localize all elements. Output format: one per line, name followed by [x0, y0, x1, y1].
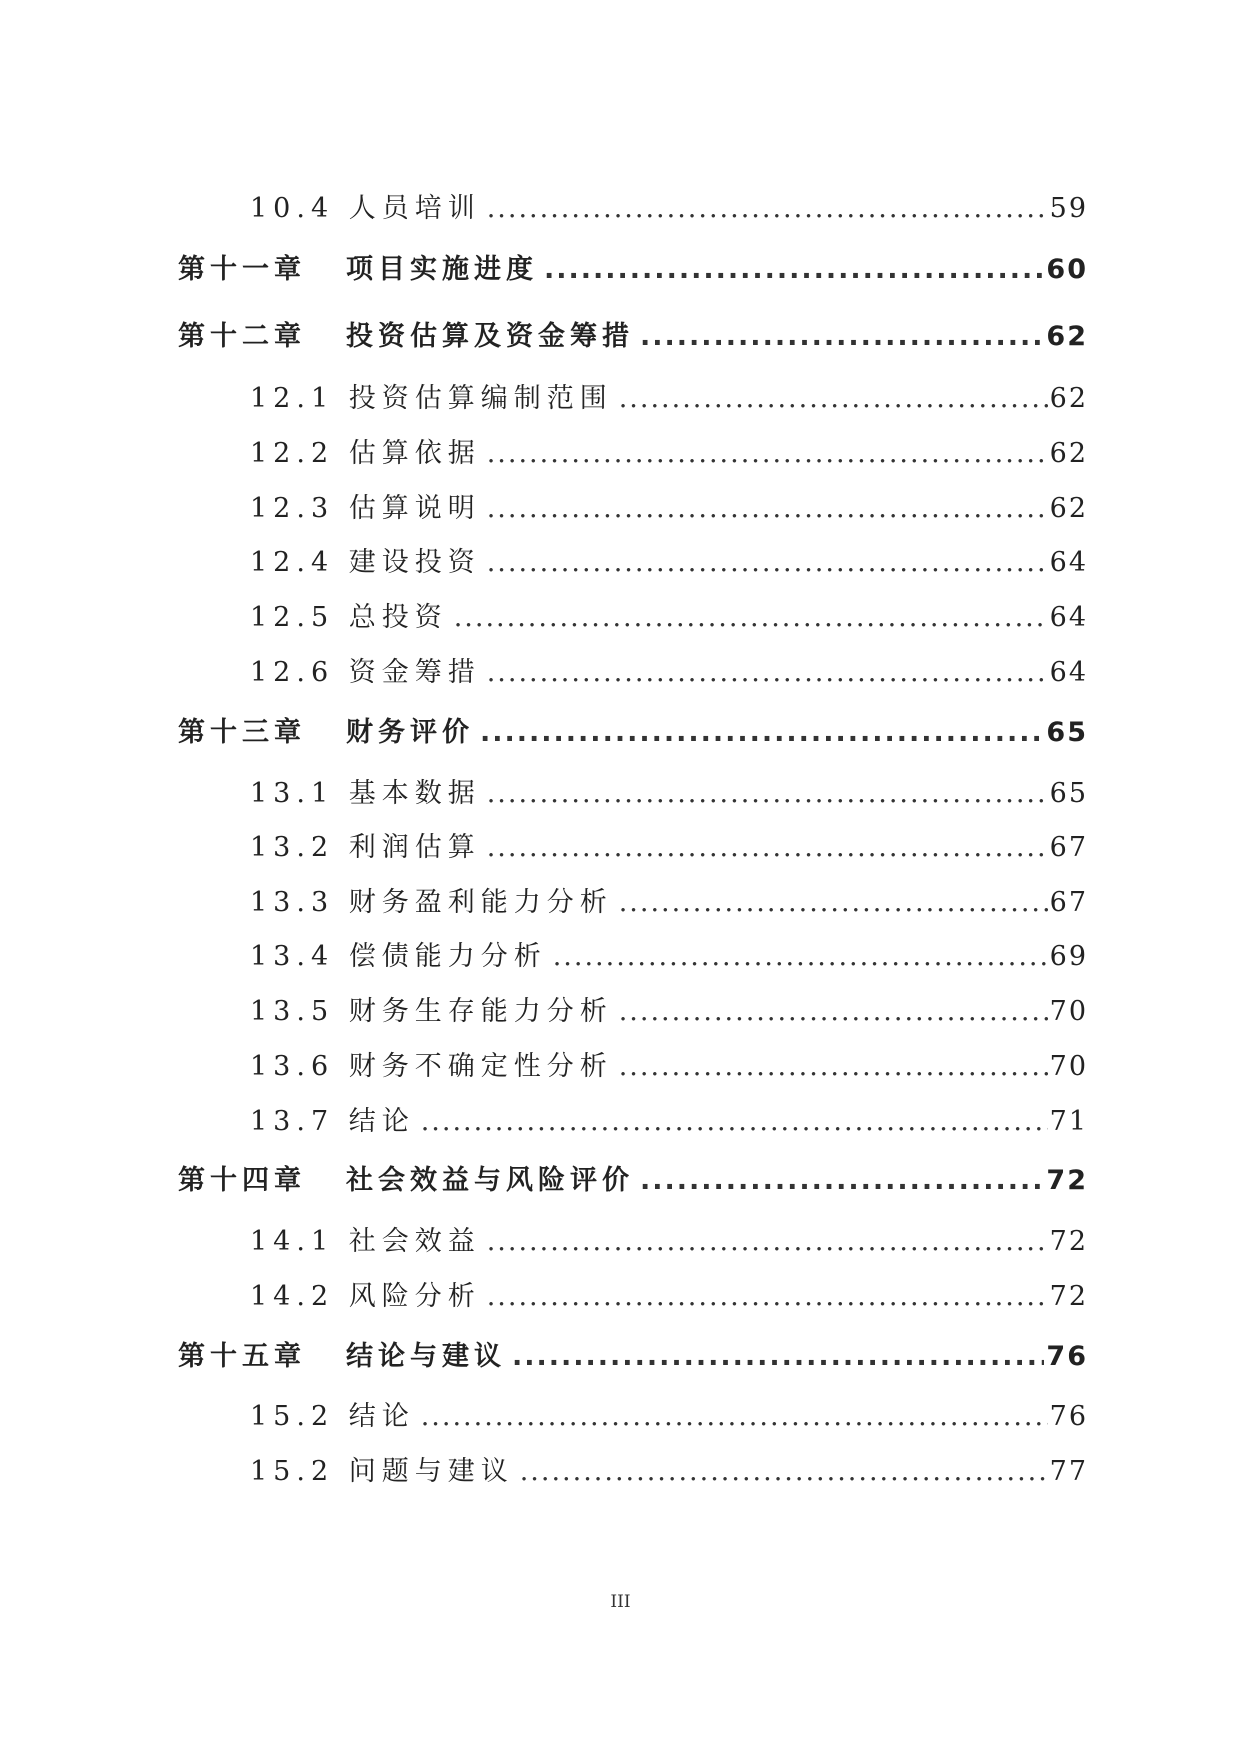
dot-leader	[454, 602, 1048, 633]
toc-entry[interactable]	[250, 1274, 1088, 1313]
toc-chapter-page: 65	[1046, 717, 1088, 748]
toc-entry-title: 估算依据	[348, 438, 481, 469]
toc-entry[interactable]	[250, 1219, 1088, 1258]
dot-leader	[553, 941, 1048, 972]
dot-leader	[619, 1051, 1048, 1082]
toc-entry-number: 13.6	[250, 1051, 335, 1082]
toc-entry-number: 12.6	[250, 657, 335, 688]
toc-entry-title: 财务生存能力分析	[348, 996, 613, 1027]
dot-leader	[421, 1401, 1048, 1432]
dot-leader	[480, 717, 1044, 748]
toc-entry-number: 12.2	[250, 438, 335, 469]
toc-entry-page: 64	[1049, 547, 1088, 578]
toc-chapter-number: 第十四章	[178, 1165, 306, 1196]
toc-entry[interactable]	[250, 771, 1088, 810]
toc-entry-page: 59	[1049, 193, 1088, 224]
toc-entry[interactable]	[250, 1449, 1088, 1488]
dot-leader	[487, 778, 1048, 809]
toc-entry-title: 投资估算编制范围	[348, 383, 613, 414]
dot-leader	[619, 383, 1048, 414]
toc-entry-page: 69	[1049, 941, 1088, 972]
toc-chapter-page: 76	[1046, 1341, 1088, 1372]
toc-entry-page: 72	[1049, 1281, 1088, 1312]
toc-entry-number: 13.5	[250, 996, 335, 1027]
dot-leader	[544, 254, 1044, 285]
dot-leader	[520, 1456, 1048, 1487]
toc-chapter-entry[interactable]	[178, 1158, 1088, 1197]
toc-entry-title: 人员培训	[348, 193, 481, 224]
page-number-footer: III	[610, 1592, 631, 1612]
toc-entry[interactable]	[250, 989, 1088, 1028]
toc-chapter-title: 投资估算及资金筹措	[346, 321, 634, 352]
toc-entry-page: 77	[1049, 1456, 1088, 1487]
toc-chapter-entry[interactable]	[178, 1334, 1088, 1373]
toc-entry-page: 67	[1049, 832, 1088, 863]
dot-leader	[640, 321, 1044, 352]
toc-entry-title: 估算说明	[348, 493, 481, 524]
toc-entry-page: 64	[1049, 657, 1088, 688]
toc-entry-title: 资金筹措	[348, 657, 481, 688]
dot-leader	[487, 438, 1048, 469]
toc-chapter-title: 社会效益与风险评价	[346, 1165, 634, 1196]
dot-leader	[487, 547, 1048, 578]
toc-entry-title: 总投资	[348, 602, 448, 633]
dot-leader	[487, 493, 1048, 524]
toc-entry-number: 10.4	[250, 193, 335, 224]
toc-chapter-entry[interactable]	[178, 314, 1088, 353]
toc-entry[interactable]	[250, 825, 1088, 864]
toc-entry-title: 财务不确定性分析	[348, 1051, 613, 1082]
toc-chapter-entry[interactable]	[178, 710, 1088, 749]
toc-entry-page: 62	[1049, 493, 1088, 524]
toc-entry-number: 13.3	[250, 887, 335, 918]
toc-chapter-entry[interactable]	[178, 247, 1088, 286]
dot-leader	[487, 1226, 1048, 1257]
toc-entry[interactable]	[250, 1394, 1088, 1433]
toc-chapter-number: 第十三章	[178, 717, 306, 748]
toc-entry-number: 13.4	[250, 941, 335, 972]
toc-chapter-page: 62	[1046, 321, 1088, 352]
toc-entry[interactable]	[250, 1044, 1088, 1083]
dot-leader	[421, 1106, 1048, 1137]
toc-chapter-page: 72	[1046, 1165, 1088, 1196]
toc-entry[interactable]	[250, 540, 1088, 579]
toc-chapter-title: 项目实施进度	[346, 254, 538, 285]
toc-entry-title: 基本数据	[348, 778, 481, 809]
toc-entry-page: 62	[1049, 438, 1088, 469]
toc-entry-title: 问题与建议	[348, 1456, 514, 1487]
dot-leader	[512, 1341, 1044, 1372]
toc-entry-title: 建设投资	[348, 547, 481, 578]
toc-entry-page: 76	[1049, 1401, 1088, 1432]
toc-entry[interactable]	[250, 431, 1088, 470]
toc-entry-page: 71	[1049, 1106, 1088, 1137]
dot-leader	[487, 193, 1048, 224]
toc-entry-page: 70	[1049, 1051, 1088, 1082]
toc-entry-page: 72	[1049, 1226, 1088, 1257]
toc-entry-number: 12.3	[250, 493, 335, 524]
toc-entry-number: 13.1	[250, 778, 335, 809]
toc-entry[interactable]	[250, 486, 1088, 525]
toc-chapter-page: 60	[1046, 254, 1088, 285]
toc-entry-number: 14.1	[250, 1226, 335, 1257]
toc-entry[interactable]	[250, 595, 1088, 634]
toc-chapter-title: 财务评价	[346, 717, 474, 748]
toc-entry[interactable]	[250, 1099, 1088, 1138]
toc-entry-title: 结论	[348, 1401, 415, 1432]
toc-entry-number: 15.2	[250, 1401, 335, 1432]
toc-entry-title: 社会效益	[348, 1226, 481, 1257]
toc-entry[interactable]	[250, 880, 1088, 919]
toc-entry-number: 15.2	[250, 1456, 335, 1487]
toc-entry-number: 12.4	[250, 547, 335, 578]
toc-entry-title: 财务盈利能力分析	[348, 887, 613, 918]
toc-entry-number: 13.2	[250, 832, 335, 863]
toc-entry[interactable]	[250, 186, 1088, 225]
toc-entry-page: 62	[1049, 383, 1088, 414]
dot-leader	[619, 996, 1048, 1027]
dot-leader	[487, 832, 1048, 863]
dot-leader	[640, 1165, 1044, 1196]
toc-chapter-title: 结论与建议	[346, 1341, 506, 1372]
toc-entry[interactable]	[250, 376, 1088, 415]
toc-chapter-number: 第十一章	[178, 254, 306, 285]
toc-entry[interactable]	[250, 650, 1088, 689]
toc-entry-page: 70	[1049, 996, 1088, 1027]
toc-entry-number: 13.7	[250, 1106, 335, 1137]
toc-entry-number: 14.2	[250, 1281, 335, 1312]
toc-entry-title: 结论	[348, 1106, 415, 1137]
toc-entry[interactable]	[250, 934, 1088, 973]
toc-entry-title: 风险分析	[348, 1281, 481, 1312]
dot-leader	[487, 657, 1048, 688]
toc-chapter-number: 第十五章	[178, 1341, 306, 1372]
toc-entry-title: 利润估算	[348, 832, 481, 863]
toc-entry-page: 65	[1049, 778, 1088, 809]
toc-entry-title: 偿债能力分析	[348, 941, 547, 972]
dot-leader	[619, 887, 1048, 918]
toc-entry-number: 12.5	[250, 602, 335, 633]
toc-entry-number: 12.1	[250, 383, 335, 414]
dot-leader	[487, 1281, 1048, 1312]
toc-entry-page: 64	[1049, 602, 1088, 633]
toc-chapter-number: 第十二章	[178, 321, 306, 352]
toc-entry-page: 67	[1049, 887, 1088, 918]
